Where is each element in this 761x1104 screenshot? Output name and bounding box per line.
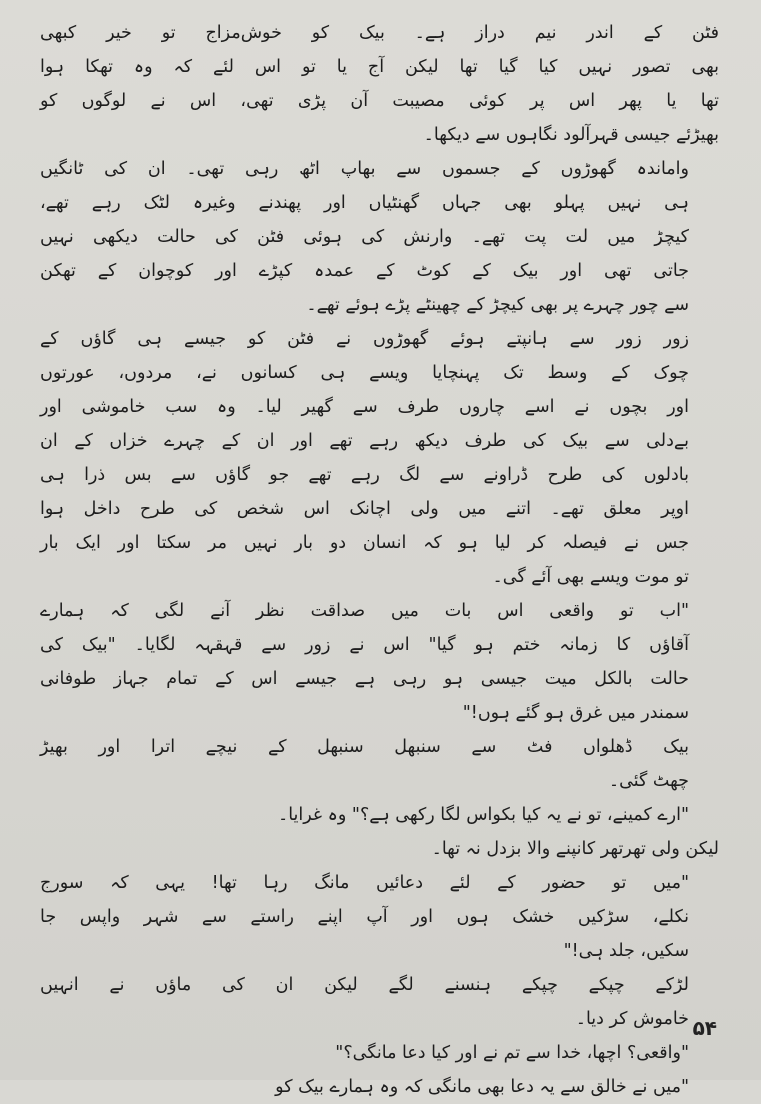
paragraph bbox=[40, 730, 719, 798]
paragraph bbox=[40, 1036, 719, 1070]
text-line: فٹن کے اندر نیم دراز ہے۔ بیک کو خوش‌مزاج تو خیر کبھی bbox=[40, 23, 719, 43]
text-line: کیچڑ میں لت پت تھے۔ وارنش کی ہوئی فٹن کی حالت دیکھی نہیں bbox=[40, 227, 689, 247]
text-line: سکیں، جلد ہی!" bbox=[563, 941, 689, 961]
text-line: نکلے، سڑکیں خشک ہوں اور آپ اپنے راستے سے شہر واپس جا bbox=[40, 907, 689, 927]
text-line: "میں تو حضور کے لئے دعائیں مانگ رہا تھا! یہی کہ سورج bbox=[40, 873, 689, 893]
text-line: جاتی تھی اور بیک کے کوٹ کے عمدہ کپڑے اور کوچوان کے تھکن bbox=[40, 261, 689, 281]
text-line: آقاؤں کا زمانہ ختم ہو گیا" اس نے زور سے قہقہہ لگایا۔ "بیک کی bbox=[40, 635, 689, 655]
paragraph bbox=[40, 832, 719, 866]
text-line: جس نے فیصلہ کر لیا ہو کہ انسان دو بار نہیں مر سکتا اور ایک بار bbox=[40, 533, 689, 553]
text-line: چھٹ گئی۔ bbox=[608, 771, 689, 791]
text-line: اوپر معلق تھے۔ اتنے میں ولی اچانک اس شخص کی طرح داخل ہوا bbox=[40, 499, 689, 519]
text-line: بھیڑئے جیسی قہرآلود نگاہوں سے دیکھا۔ bbox=[423, 125, 719, 145]
text-line: ہی نہیں پہلو بھی جہاں گھنٹیاں اور پھندنے وغیرہ لٹک رہے تھے، bbox=[40, 193, 689, 213]
page-body-text bbox=[40, 16, 719, 1104]
text-line: اور بچوں نے اسے چاروں طرف سے گھیر لیا۔ وہ سب خاموشی اور bbox=[40, 397, 689, 417]
text-line: حالت بالکل میت جیسی ہو رہی ہے جیسے اس کے تمام جہاز طوفانی bbox=[40, 669, 689, 689]
text-line: سمندر میں غرق ہو گئے ہوں!" bbox=[462, 703, 689, 723]
text-line: بھی تصور نہیں کیا گیا تھا لیکن آج یا تو اس لئے کہ وہ تھکا ہوا bbox=[40, 57, 719, 77]
paragraph bbox=[40, 594, 719, 730]
paragraph bbox=[40, 798, 719, 832]
text-line: واماندہ گھوڑوں کے جسموں سے بھاپ اٹھ رہی تھی۔ ان کی ٹانگیں bbox=[40, 159, 689, 179]
text-line: تھا یا پھر اس پر کوئی مصیبت آن پڑی تھی، اس نے لوگوں کو bbox=[40, 91, 719, 111]
text-line: زور زور سے ہانپتے ہوئے گھوڑوں نے فٹن کو جیسے ہی گاؤں کے bbox=[40, 329, 689, 349]
paragraph bbox=[40, 16, 719, 152]
text-line: لڑکے چپکے چپکے ہنسنے لگے لیکن ان کی ماؤں نے انہیں bbox=[40, 975, 689, 995]
text-line: لیکن ولی تھرتھر کانپنے والا بزدل نہ تھا۔ bbox=[431, 839, 719, 859]
text-line: "ارے کمینے، تو نے یہ کیا بکواس لگا رکھی ہے؟" وہ غرایا۔ bbox=[277, 805, 689, 825]
text-line: تو موت ویسے بھی آئے گی۔ bbox=[492, 567, 689, 587]
text-line: "اب تو واقعی اس بات میں صداقت نظر آنے لگی کہ ہمارے bbox=[40, 601, 689, 621]
text-line: خاموش کر دیا۔ bbox=[575, 1009, 689, 1029]
text-line: "میں نے خالق سے یہ دعا بھی مانگی کہ وہ ہمارے بیک کو bbox=[275, 1077, 689, 1097]
paragraph bbox=[40, 866, 719, 968]
page-number: ۵۴ bbox=[692, 1016, 717, 1040]
text-line: چوک کے وسط تک پہنچایا ویسے ہی کسانوں نے، مردوں، عورتوں bbox=[40, 363, 689, 383]
paragraph bbox=[40, 1070, 719, 1104]
paragraph bbox=[40, 152, 719, 322]
text-line: "واقعی؟ اچھا، خدا سے تم نے اور کیا دعا مانگی؟" bbox=[335, 1043, 689, 1063]
paragraph bbox=[40, 322, 719, 594]
text-line: بادلوں کی طرح ڈراونے سے لگ رہے تھے جو گاؤں سے بس ذرا ہی bbox=[40, 465, 689, 485]
text-line: بےدلی سے بیک کی طرف دیکھ رہے تھے اور ان کے چہرے خزاں کے ان bbox=[40, 431, 689, 451]
text-line: بیک ڈھلواں فٹ سے سنبھل سنبھل کے نیچے اترا اور بھیڑ bbox=[40, 737, 689, 757]
paragraph bbox=[40, 968, 719, 1036]
text-line: سے چور چہرے پر بھی کیچڑ کے چھینٹے پڑے ہوئے تھے۔ bbox=[306, 295, 689, 315]
